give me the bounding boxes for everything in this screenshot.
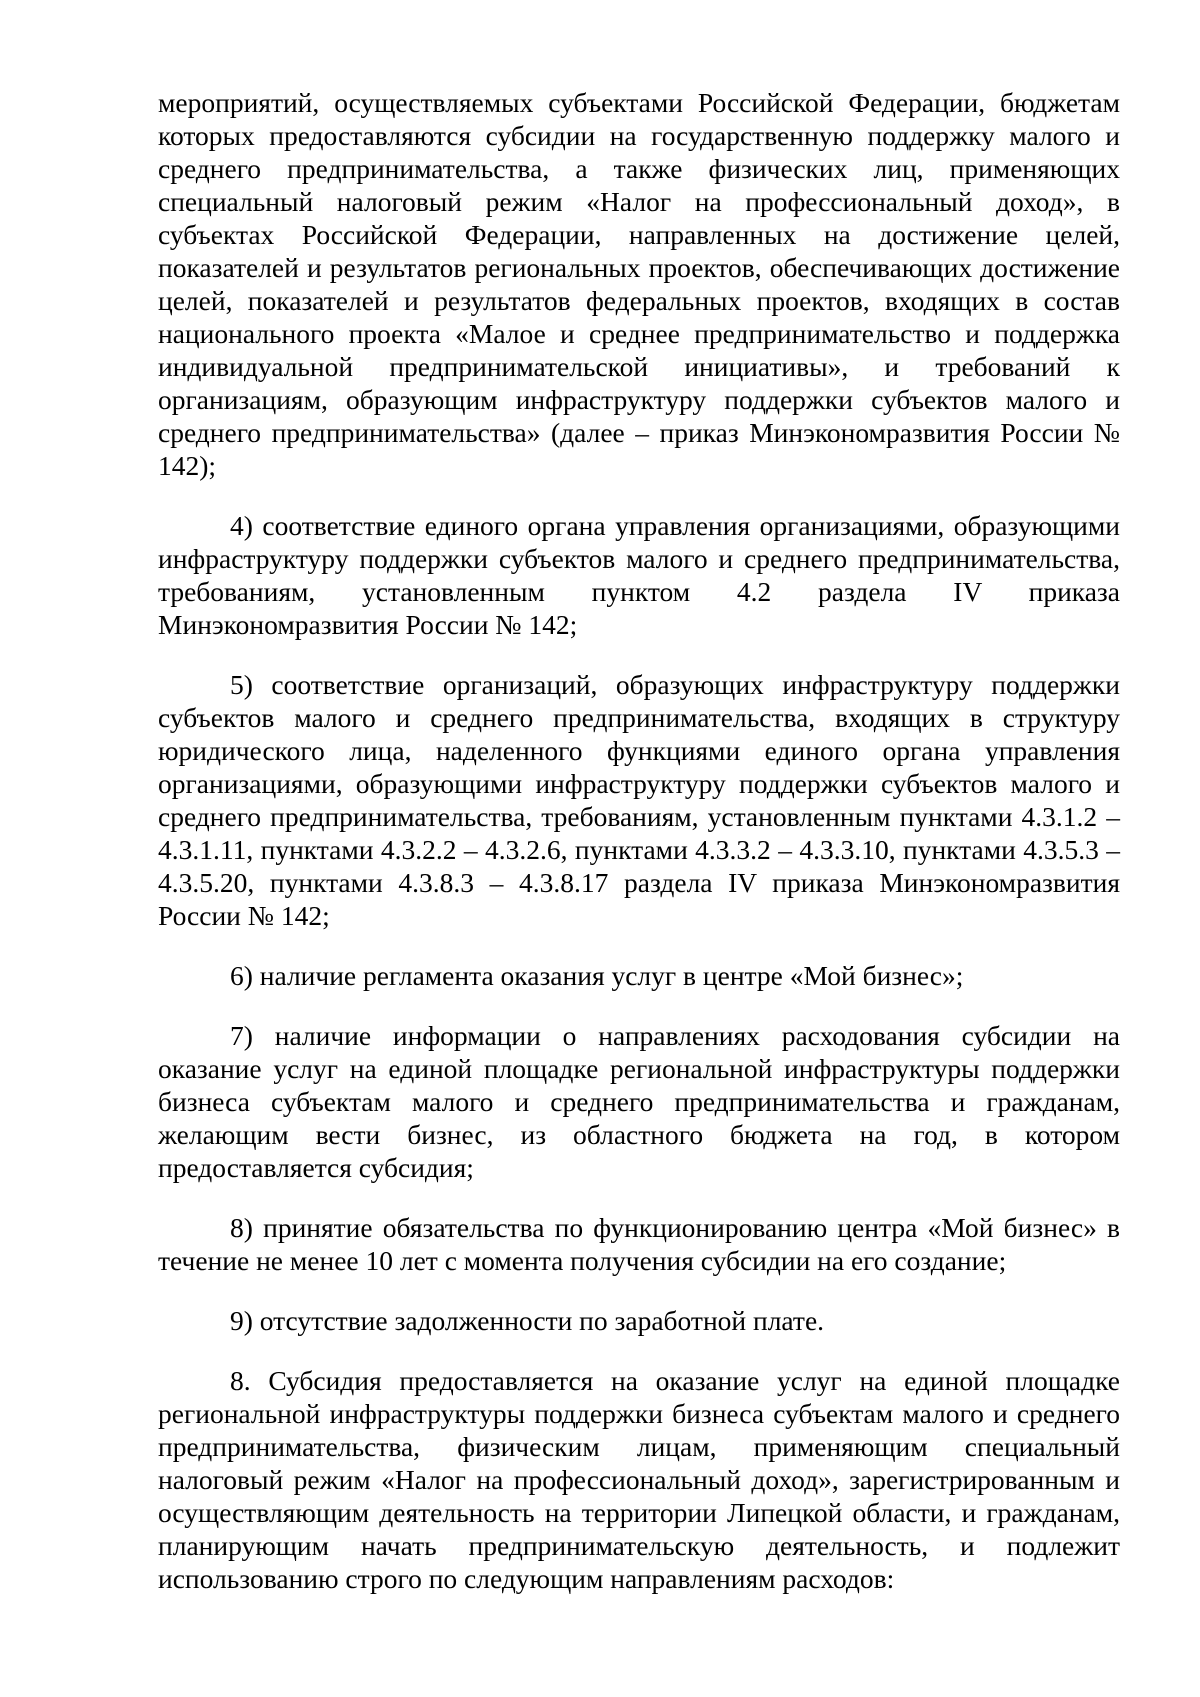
paragraph-section-8: 8. Субсидия предоставляется на оказание услуг на единой площадке региональной инфраструктуры поддержки бизнеса субъектам малого и среднего предпринимательства, физическим лицам, применяющим специальный налоговый режим «Налог на профессиональный доход», зарегистрированным и осуществляющим деятельность на территории Липецкой области, и гражданам, планирующим начать предпринимательскую деятельность, и подлежит использованию строго по следующим направлениям расходов: (158, 1365, 1120, 1594)
paragraph-item-7: 7) наличие информации о направлениях расходования субсидии на оказание услуг на единой площадке региональной инфраструктуры поддержки бизнеса субъектам малого и среднего предпринимательства и гражданам, желающим вести бизнес, из областного бюджета на год, в котором предоставляется субсидия; (158, 1020, 1120, 1183)
paragraph-item-4: 4) соответствие единого органа управления организациями, образующими инфраструктуру поддержки субъектов малого и среднего предпринимательства, требованиям, установленным пунктом 4.2 раздела IV приказа Минэкономразвития России № 142; (158, 510, 1120, 640)
paragraph-item-6: 6) наличие регламента оказания услуг в центре «Мой бизнес»; (230, 960, 964, 991)
paragraph-item-5: 5) соответствие организаций, образующих инфраструктуру поддержки субъектов малого и среднего предпринимательства, входящих в структуру юридического лица, наделенного функциями единого органа управления организациями, образующими инфраструктуру поддержки субъектов малого и среднего предпринимательства, требованиям, установленным пунктами 4.3.1.2 – 4.3.1.11, пунктами 4.3.2.2 – 4.3.2.6, пунктами 4.3.3.2 – 4.3.3.10, пунктами 4.3.5.3 – 4.3.5.20, пунктами 4.3.8.3 – 4.3.8.17 раздела IV приказа Минэкономразвития России № 142; (158, 669, 1120, 931)
paragraph-item-8: 8) принятие обязательства по функционированию центра «Мой бизнес» в течение не менее 10 лет с момента получения субсидии на его создание; (158, 1212, 1120, 1276)
document-page (158, 86, 1120, 1622)
paragraph-continuation: мероприятий, осуществляемых субъектами Российской Федерации, бюджетам которых предоставляются субсидии на государственную поддержку малого и среднего предпринимательства, а также физических лиц, применяющих специальный налоговый режим «Налог на профессиональный доход», в субъектах Российской Федерации, направленных на достижение целей, показателей и результатов региональных проектов, обеспечивающих достижение целей, показателей и результатов федеральных проектов, входящих в состав национального проекта «Малое и среднее предпринимательство и поддержка индивидуальной предпринимательской инициативы», и требований к организациям, образующим инфраструктуру поддержки субъектов малого и среднего предпринимательства» (далее – приказ Минэкономразвития России № 142); (158, 87, 1120, 481)
paragraph-item-9: 9) отсутствие задолженности по заработной плате. (230, 1305, 825, 1336)
